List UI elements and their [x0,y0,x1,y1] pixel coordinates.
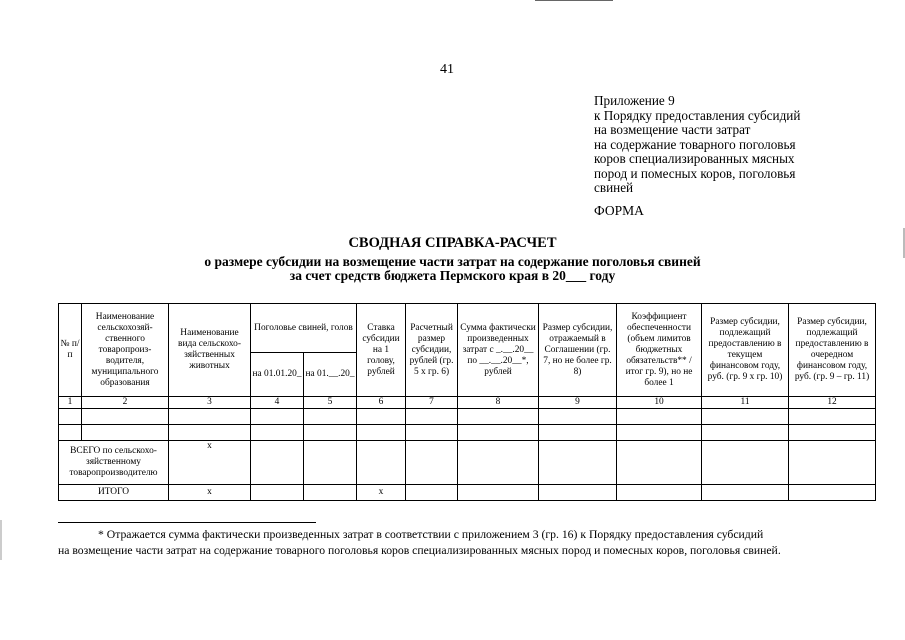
appendix-line: свиней [594,180,634,195]
column-number: 9 [539,397,617,409]
column-number: 7 [406,397,458,409]
table-cell [539,409,617,425]
table-cell [251,485,304,501]
table-cell [617,441,702,485]
header-rate: Ставка субсидии на 1 голову, рублей [357,304,406,397]
table-cell [82,409,169,425]
appendix-line: на возмещение части затрат [594,122,751,137]
table-cell [304,485,357,501]
footnote-separator [58,522,316,523]
column-number: 4 [251,397,304,409]
table-cell [539,441,617,485]
table-cell [251,409,304,425]
column-number: 10 [617,397,702,409]
subtitle-line: за счет средств бюджета Пермского края в 20___ году [289,268,616,283]
table-cell [304,425,357,441]
table-cell [702,425,789,441]
column-numbers-row [59,397,876,409]
table-cell [539,425,617,441]
table-cell [789,409,876,425]
table-cell [169,425,251,441]
column-number: 5 [304,397,357,409]
header-coefficient: Коэффициент обеспеченности (объем лимитов бюджетных обязательств** / итог гр. 9), но не более 1 [617,304,702,397]
table-cell [789,425,876,441]
table-cell [59,425,82,441]
scan-edge-mark [0,520,2,560]
table-cell [789,485,876,501]
document-subtitle [0,255,905,283]
table-cell [169,409,251,425]
document-title: СВОДНАЯ СПРАВКА-РАСЧЕТ [348,235,557,251]
form-label: ФОРМА [594,203,644,218]
appendix-block [594,94,800,196]
header-animal: Наименование вида сельскохо-зяйственных животных [169,304,251,397]
summary-table [58,303,876,501]
producer-total-label: ВСЕГО по сельскохо-зяйственному товаропроизводителю [59,441,169,485]
footnote [58,527,845,559]
table-cell [458,409,539,425]
table-cell [406,485,458,501]
x-mark: х [169,441,251,485]
table-row [59,425,876,441]
table-cell [458,425,539,441]
header-num: № п/п [59,304,82,397]
table-cell [617,425,702,441]
appendix-line: на содержание товарного поголовья [594,136,796,152]
header-producer: Наименование сельскохозяй-ственного товаропроиз-водителя, муниципального образования [82,304,169,397]
header-herd-end: на 01.__.20_ [304,353,357,397]
table-cell [406,409,458,425]
header-current-year: Размер субсидии, подлежащий предоставлению в текущем финансовом году, руб. (гр. 9 х гр. 10) [702,304,789,397]
appendix-line: Приложение 9 [594,93,675,108]
column-number: 2 [82,397,169,409]
table-cell [304,441,357,485]
table-cell [406,425,458,441]
header-calc: Расчетный размер субсидии, рублей (гр. 5 х гр. 6) [406,304,458,397]
subtitle-line: о размере субсидии на возмещение части затрат на содержание поголовья свиней [204,254,701,269]
header-herd-start: на 01.01.20_ [251,353,304,397]
column-number: 11 [702,397,789,409]
table-cell [251,425,304,441]
column-number: 6 [357,397,406,409]
table-cell [458,441,539,485]
table-cell [59,409,82,425]
column-number: 3 [169,397,251,409]
grand-total-label: ИТОГО [59,485,169,501]
table-cell [251,441,304,485]
table-cell [702,485,789,501]
header-actual-costs: Сумма фактически произведенных затрат с _.__.20__ по __.__.20__*, рублей [458,304,539,397]
x-mark: х [169,485,251,501]
top-edge-line [535,0,613,1]
column-number: 12 [789,397,876,409]
appendix-line: коров специализированных мясных [594,151,795,166]
page-number: 41 [440,62,454,77]
table-cell [789,441,876,485]
table-cell [357,441,406,485]
header-herd: Поголовье свиней, голов [251,304,357,353]
table-cell [617,485,702,501]
table-cell [458,485,539,501]
table-cell [702,409,789,425]
table-cell [357,425,406,441]
column-number: 8 [458,397,539,409]
header-agreement: Размер субсидии, отражаемый в Соглашении (гр. 7, но не более гр. 8) [539,304,617,397]
table-cell [406,441,458,485]
table-cell [304,409,357,425]
table-cell [82,425,169,441]
table-cell [357,409,406,425]
table-cell [539,485,617,501]
header-next-year: Размер субсидии, подлежащий предоставлению в очередном финансовом году, руб. (гр. 9 – гр. 11) [789,304,876,397]
appendix-line: к Порядку предоставления субсидий [594,107,801,123]
table-cell [617,409,702,425]
appendix-line: пород и помесных коров, поголовья [594,165,796,181]
column-number: 1 [59,397,82,409]
footnote-rest: на возмещение части затрат на содержание товарного поголовья коров специализированных мясных пород и помесных коров, поголовья свиней. [58,544,781,557]
grand-total-row [59,485,876,501]
producer-total-row [59,441,876,485]
header-row [59,304,876,353]
table-row [59,409,876,425]
x-mark: х [357,485,406,501]
footnote-first-line: * Отражается сумма фактически произведенных затрат в соответствии с приложением 3 (гр. 16) к Порядку предоставления субсидий [98,528,764,541]
table-cell [702,441,789,485]
